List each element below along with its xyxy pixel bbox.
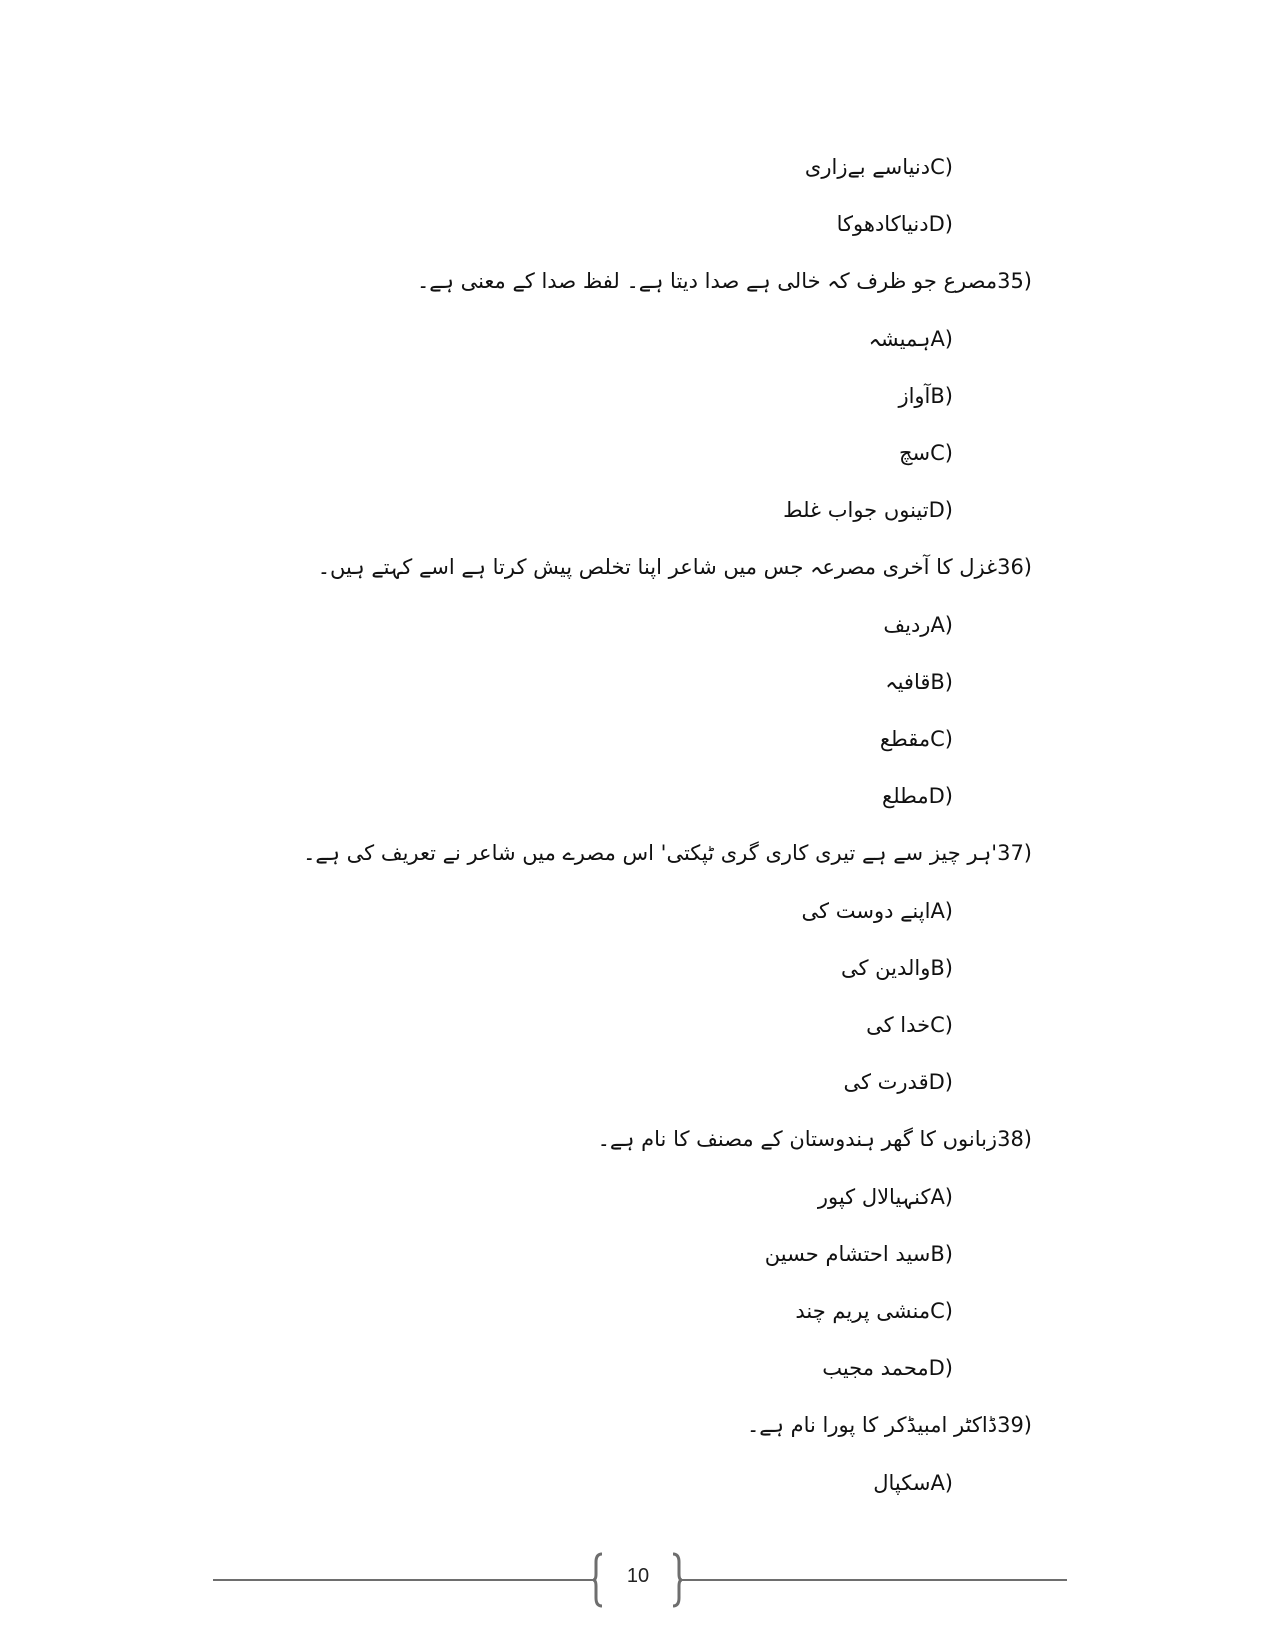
question-line [318, 552, 1032, 582]
option-text: کنہیالال کپور [817, 1185, 931, 1209]
question-number: 35) [997, 269, 1032, 293]
page-number: 10 [626, 1565, 650, 1587]
option-line [765, 1239, 953, 1269]
option-text: منشی پریم چند [795, 1299, 931, 1323]
option-label: D) [928, 498, 953, 522]
question-text: 'ہر چیز سے ہے تیری کاری گری ٹپکتی' اس مصرے میں شاعر نے تعریف کی ہے۔ [303, 841, 998, 865]
option-text: محمد مجیب [822, 1356, 929, 1380]
option-line [899, 438, 953, 468]
option-line [883, 610, 953, 640]
option-label: C) [930, 441, 953, 465]
left-brace-icon [593, 1552, 603, 1608]
question-number: 39) [997, 1413, 1032, 1437]
option-label: B) [930, 670, 953, 694]
option-text: آواز [898, 384, 931, 408]
option-line [802, 896, 953, 926]
option-label: C) [930, 155, 953, 179]
footer-rule-left [213, 1579, 593, 1581]
option-text: اپنے دوست کی [801, 899, 931, 923]
question-number: 36) [997, 555, 1032, 579]
option-text: قدرت کی [843, 1070, 929, 1094]
question-line [598, 1124, 1032, 1154]
option-text: تینوں جواب غلط [783, 498, 929, 522]
question-line [303, 838, 1032, 868]
option-line [783, 495, 953, 525]
option-label: A) [930, 1185, 953, 1209]
option-text: سید احتشام حسین [764, 1242, 931, 1266]
option-line [805, 152, 953, 182]
option-line [866, 1010, 953, 1040]
question-number: 38) [997, 1127, 1032, 1151]
option-text: دنیاسے بےزاری [804, 155, 931, 179]
option-label: B) [930, 384, 953, 408]
option-label: A) [930, 1471, 953, 1495]
option-text: ردیف [883, 613, 931, 637]
option-line [841, 953, 953, 983]
option-text: والدین کی [840, 956, 931, 980]
footer-rule-right [682, 1579, 1067, 1581]
option-label: A) [930, 613, 953, 637]
option-label: C) [930, 727, 953, 751]
option-line [882, 781, 953, 811]
option-text: مقطع [879, 727, 931, 751]
question-text: غزل کا آخری مصرعہ جس میں شاعر اپنا تخلص پیش کرتا ہے اسے کہتے ہیں۔ [317, 555, 998, 579]
option-line [818, 1182, 953, 1212]
option-label: C) [930, 1013, 953, 1037]
option-label: D) [928, 1070, 953, 1094]
option-label: B) [930, 956, 953, 980]
option-text: مطلع [882, 784, 929, 808]
option-label: D) [928, 784, 953, 808]
option-line [873, 1468, 953, 1498]
option-label: B) [930, 1242, 953, 1266]
option-text: قافیہ [885, 670, 931, 694]
question-line [417, 266, 1032, 296]
option-line [795, 1296, 953, 1326]
question-number: 37) [997, 841, 1032, 865]
option-text: دنیاکادھوکا [836, 212, 929, 236]
question-line [747, 1410, 1032, 1440]
option-label: A) [930, 899, 953, 923]
option-line [898, 381, 953, 411]
option-line [843, 1067, 953, 1097]
option-line [837, 209, 953, 239]
option-label: D) [928, 1356, 953, 1380]
option-line [880, 724, 953, 754]
option-label: A) [930, 327, 953, 351]
option-text: سکپال [873, 1471, 931, 1495]
question-text: ڈاکٹر امبیڈکر کا پورا نام ہے۔ [747, 1413, 998, 1437]
right-brace-icon [672, 1552, 682, 1608]
option-line [822, 1353, 953, 1383]
option-label: C) [930, 1299, 953, 1323]
option-text: ہمیشہ [868, 327, 931, 351]
option-line [885, 667, 953, 697]
question-text: زبانوں کا گھر ہندوستان کے مصنف کا نام ہے۔ [597, 1127, 998, 1151]
question-text: مصرع جو ظرف کہ خالی ہے صدا دیتا ہے۔ لفظ صدا کے معنی ہے۔ [417, 269, 998, 293]
option-text: خدا کی [866, 1013, 931, 1037]
option-label: D) [928, 212, 953, 236]
option-text: سچ [898, 441, 931, 465]
option-line [869, 324, 953, 354]
